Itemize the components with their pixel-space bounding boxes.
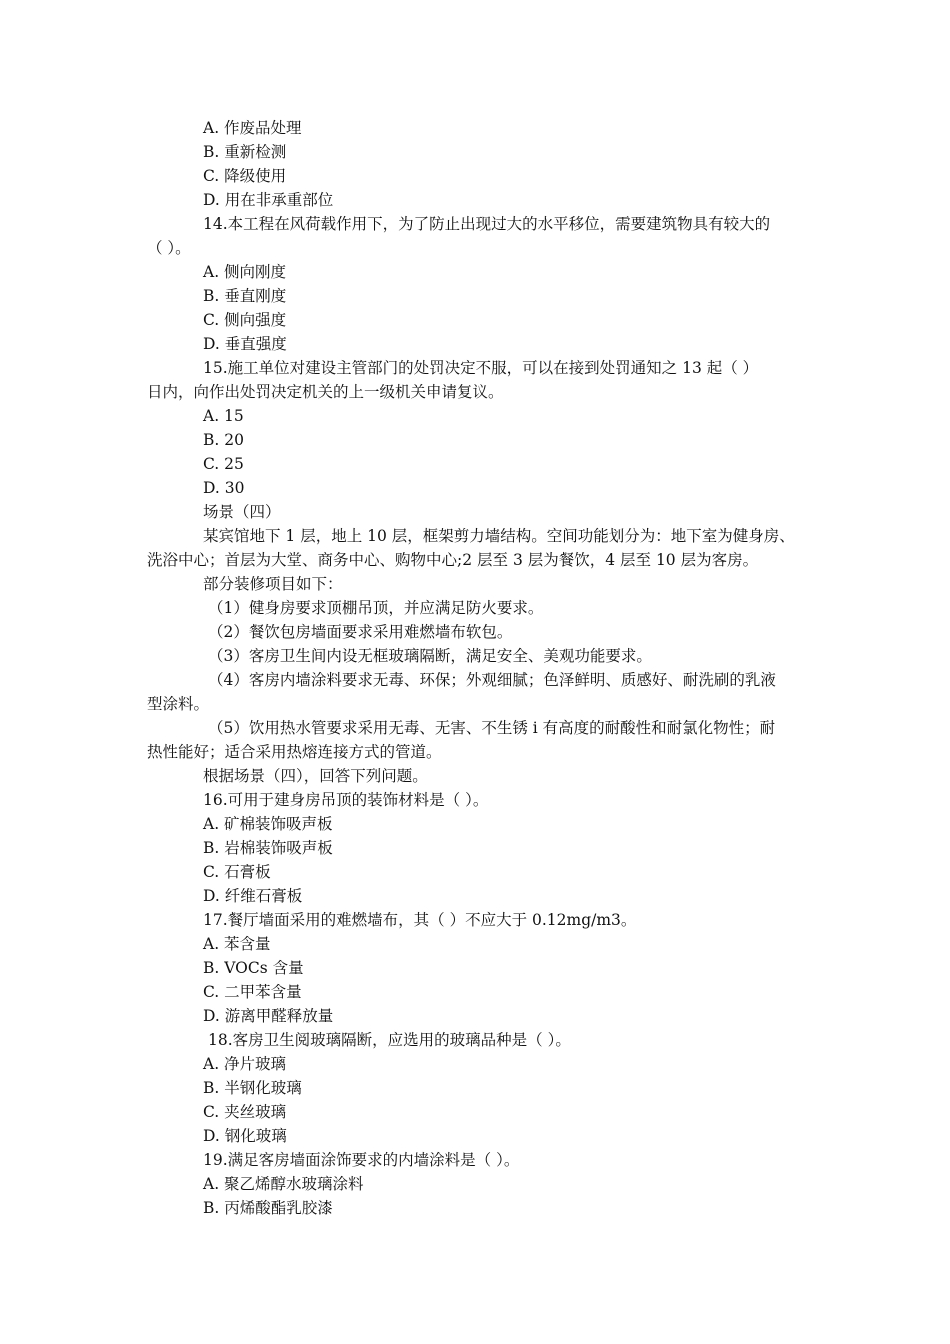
question-17: 17.餐厅墙面采用的难燃墙布，其（ ）不应大于 0.12mg/m3。: [203, 911, 637, 929]
option-line: B. 半钢化玻璃: [203, 1079, 302, 1097]
question-16: 16.可用于建身房吊顶的装饰材料是（ ）。: [203, 791, 489, 809]
option-line: C. 二甲苯含量: [203, 983, 302, 1001]
question-18: 18.客房卫生阅玻璃隔断，应选用的玻璃品种是（ ）。: [208, 1031, 571, 1049]
option-line: C. 降级使用: [203, 167, 287, 185]
option-line: C. 侧向强度: [203, 311, 287, 329]
requirement-item-cont: 型涂料。: [147, 695, 210, 713]
option-line: A. 作废品处理: [203, 119, 302, 137]
option-line: D. 用在非承重部位: [203, 191, 334, 209]
option-line: A. 矿棉装饰吸声板: [203, 815, 333, 833]
option-line: C. 石膏板: [203, 863, 271, 881]
option-line: B. 岩棉装饰吸声板: [203, 839, 333, 857]
question-15-cont: 日内，向作出处罚决定机关的上一级机关申请复议。: [147, 383, 504, 401]
option-line: A. 侧向刚度: [203, 263, 287, 281]
option-line: B. 垂直刚度: [203, 287, 287, 305]
requirement-item-cont: 热性能好；适合采用热熔连接方式的管道。: [147, 743, 442, 761]
requirement-item: （2）餐饮包房墙面要求采用难燃墙布软包。: [208, 623, 513, 641]
scenario-heading: 场景（四）: [203, 503, 281, 521]
requirement-item: （5）饮用热水管要求采用无毒、无害、不生锈 i 有高度的耐酸性和耐氯化物性；耐: [208, 719, 776, 737]
question-15: 15.施工单位对建设主管部门的处罚决定不服，可以在接到处罚通知之 13 起（ ）: [203, 359, 759, 377]
option-line: B. VOCs 含量: [203, 959, 304, 977]
option-line: D. 游离甲醛释放量: [203, 1007, 334, 1025]
scenario-paragraph: 某宾馆地下 1 层，地上 10 层，框架剪力墙结构。空间功能划分为：地下室为健身房、: [203, 527, 795, 545]
option-line: A. 15: [203, 407, 244, 425]
option-line: B. 丙烯酸酯乳胶漆: [203, 1199, 333, 1217]
question-14-cont: （ ）。: [147, 239, 191, 257]
option-line: D. 垂直强度: [203, 335, 287, 353]
option-line: C. 夹丝玻璃: [203, 1103, 287, 1121]
requirement-item: （1）健身房要求顶棚吊顶，并应满足防火要求。: [208, 599, 544, 617]
option-line: A. 净片玻璃: [203, 1055, 287, 1073]
scenario-paragraph-cont: 洗浴中心；首层为大堂、商务中心、购物中心;2 层至 3 层为餐饮，4 层至 10 层为客房。: [147, 551, 759, 569]
option-line: D. 30: [203, 479, 245, 497]
option-line: D. 纤维石膏板: [203, 887, 303, 905]
instruction-line: 根据场景（四），回答下列问题。: [203, 767, 428, 785]
requirement-item: （3）客房卫生间内设无框玻璃隔断，满足安全、美观功能要求。: [208, 647, 652, 665]
option-line: A. 苯含量: [203, 935, 271, 953]
option-line: B. 重新检测: [203, 143, 287, 161]
option-line: C. 25: [203, 455, 244, 473]
question-19: 19.满足客房墙面涂饰要求的内墙涂料是（ ）。: [203, 1151, 520, 1169]
option-line: B. 20: [203, 431, 244, 449]
option-line: A. 聚乙烯醇水玻璃涂料: [203, 1175, 364, 1193]
scenario-subheading: 部分装修项目如下：: [203, 575, 343, 593]
option-line: D. 钢化玻璃: [203, 1127, 287, 1145]
question-14: 14.本工程在风荷载作用下，为了防止出现过大的水平移位，需要建筑物具有较大的: [203, 215, 771, 233]
requirement-item: （4）客房内墙涂料要求无毒、环保；外观细腻；色泽鲜明、质感好、耐洗刷的乳液: [208, 671, 776, 689]
